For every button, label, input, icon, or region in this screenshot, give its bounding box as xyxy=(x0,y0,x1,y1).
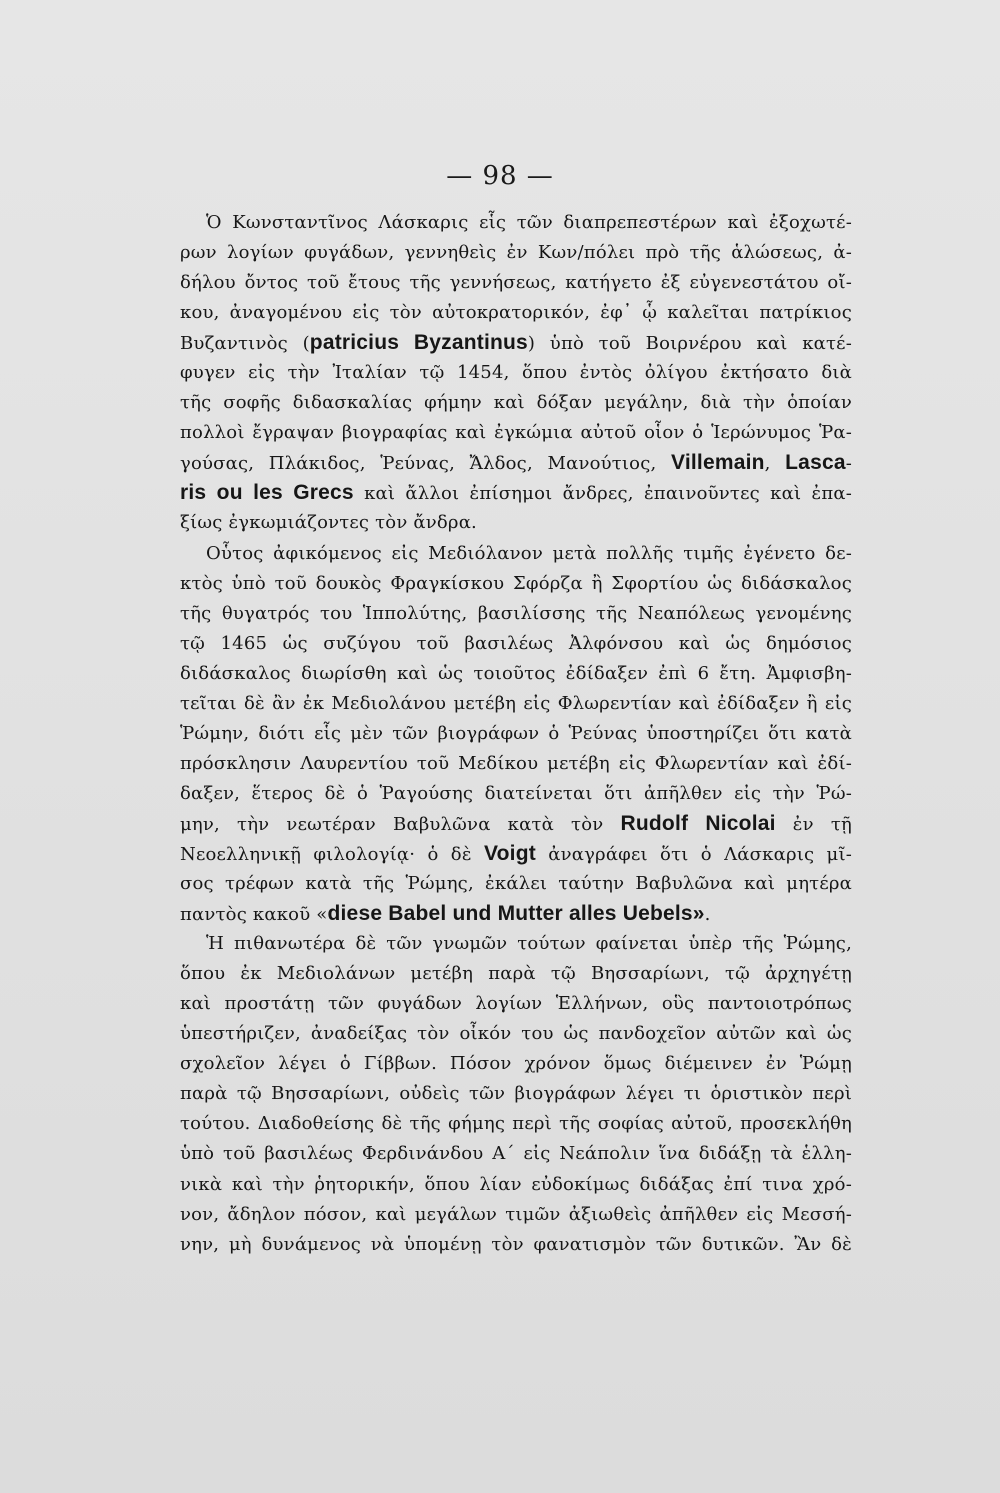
text-line: τῆς θυγατρός του Ἱππολύτης, βασιλίσσης τῆς Νεαπόλεως γενομένης xyxy=(180,602,852,624)
text-line: νην, μὴ δυνάμενος νὰ ὑπομένῃ τὸν φανατισμὸν τῶν δυτικῶν. Ἂν δὲ xyxy=(180,1233,852,1255)
text-line: ὑπὸ τοῦ βασιλέως Φερδινάνδου Α´ εἰς Νεάπολιν ἵνα διδάξῃ τὰ ἑλλη- xyxy=(180,1143,852,1165)
text-line: ὅπου ἐκ Μεδιολάνων μετέβη παρὰ τῷ Βησσαρίωνι, τῷ ἀρχηγέτῃ xyxy=(180,963,852,985)
text-line: Οὗτος ἀφικόμενος εἰς Μεδιόλανον μετὰ πολλῆς τιμῆς ἐγένετο δε- xyxy=(206,542,852,564)
latin-text: Rudolf Nicolai xyxy=(620,811,776,835)
text-line: Ἡ πιθανωτέρα δὲ τῶν γνωμῶν τούτων φαίνεται ὑπὲρ τῆς Ῥώμης, xyxy=(206,933,852,955)
text-line: πολλοὶ ἔγραψαν βιογραφίας καὶ ἐγκώμια αὐτοῦ οἷον ὁ Ἱερώνυμος Ῥα- xyxy=(180,422,852,444)
text-line: πρόσκλησιν Λαυρεντίου τοῦ Μεδίκου μετέβη εἰς Φλωρεντίαν καὶ ἐδί- xyxy=(180,752,852,774)
text-line: κτὸς ὑπὸ τοῦ δουκὸς Φραγκίσκου Σφόρζα ἢ Σφορτίου ὡς διδάσκαλος xyxy=(180,572,852,594)
text-line: διδάσκαλος διωρίσθη καὶ ὡς τοιοῦτος ἐδίδαξεν ἐπὶ 6 ἔτη. Ἀμφισβη- xyxy=(180,662,852,684)
text-line: τούτου. Διαδοθείσης δὲ τῆς φήμης περὶ τῆς σοφίας αὐτοῦ, προσεκλήθη xyxy=(180,1113,852,1135)
text-line: νον, ἄδηλον πόσον, καὶ μεγάλων τιμῶν ἀξιωθεὶς ἀπῆλθεν εἰς Μεσσή- xyxy=(180,1203,852,1225)
text-line: καὶ προστάτῃ τῶν φυγάδων λογίων Ἑλλήνων, οὓς παντοιοτρόπως xyxy=(180,993,852,1015)
text-line: τῷ 1465 ὡς συζύγου τοῦ βασιλέως Ἀλφόνσου καὶ ὡς δημόσιος xyxy=(180,632,852,654)
text-line: γούσας, Πλάκιδος, Ῥεύνας, Ἄλδος, Μανούτιος, Villemain, Lasca- xyxy=(180,451,852,475)
text-line: σχολεῖον λέγει ὁ Γίββων. Πόσον χρόνον ὅμως διέμεινεν ἐν Ῥώμῃ xyxy=(180,1053,852,1075)
text-line: σος τρέφων κατὰ τῆς Ῥώμης, ἐκάλει ταύτην Βαβυλῶνα καὶ μητέρα xyxy=(180,873,852,895)
text-line: ξίως ἐγκωμιάζοντες τὸν ἄνδρα. xyxy=(180,512,477,534)
text-line: τεῖται δὲ ἂν ἐκ Μεδιολάνου μετέβη εἰς Φλωρεντίαν καὶ ἐδίδαξεν ἢ εἰς xyxy=(180,692,852,714)
latin-text: Villemain xyxy=(671,451,765,475)
latin-text: patricius Byzantinus xyxy=(309,331,528,355)
latin-text: ris ou les Grecs xyxy=(180,481,354,505)
text-line: ris ou les Grecs καὶ ἄλλοι ἐπίσημοι ἄνδρες, ἐπαινοῦντες καὶ ἐπα- xyxy=(180,481,852,505)
text-line: Ὁ Κωνσταντῖνος Λάσκαρις εἷς τῶν διαπρεπεστέρων καὶ ἐξοχωτέ- xyxy=(206,212,852,233)
latin-text: Lasca xyxy=(785,451,846,475)
text-line: Νεοελληνικῇ φιλολογίᾳ· ὁ δὲ Voigt ἀναγράφει ὅτι ὁ Λάσκαρις μῖ- xyxy=(180,841,852,865)
text-line: κου, ἀναγομένου εἰς τὸν αὐτοκρατορικόν, ἐφ᾽ ᾧ καλεῖται πατρίκιος xyxy=(180,302,852,324)
text-line: Ῥώμην, διότι εἷς μὲν τῶν βιογράφων ὁ Ῥεύνας ὑποστηρίζει ὅτι κατὰ xyxy=(180,722,852,744)
page-number: — 98 — xyxy=(446,161,554,191)
body-text xyxy=(180,208,852,1260)
text-line: νικὰ καὶ τὴν ῥητορικήν, ὅπου λίαν εὐδοκίμως διδάξας ἐπί τινα χρό- xyxy=(180,1173,852,1195)
text-line: παντὸς κακοῦ «diese Babel und Mutter alles Uebels». xyxy=(180,902,711,926)
text-line: φυγεν εἰς τὴν Ἰταλίαν τῷ 1454, ὅπου ἐντὸς ὀλίγου ἐκτήσατο διὰ xyxy=(180,362,852,384)
text-line: παρὰ τῷ Βησσαρίωνι, οὐδεὶς τῶν βιογράφων λέγει τι ὁριστικὸν περὶ xyxy=(180,1083,852,1105)
text-line: μην, τὴν νεωτέραν Βαβυλῶνα κατὰ τὸν Rudolf Nicolai ἐν τῇ xyxy=(180,811,852,835)
text-line: τῆς σοφῆς διδασκαλίας φήμην καὶ δόξαν μεγάλην, διὰ τὴν ὁποίαν xyxy=(180,392,852,414)
text-line: δαξεν, ἕτερος δὲ ὁ Ῥαγούσης διατείνεται ὅτι ἀπῆλθεν εἰς τὴν Ῥώ- xyxy=(180,782,852,804)
text-line: ρων λογίων φυγάδων, γεννηθεὶς ἐν Κων/πόλει πρὸ τῆς ἁλώσεως, ἀ- xyxy=(180,242,852,264)
text-line: ὑπεστήριζεν, ἀναδείξας τὸν οἶκόν του ὡς πανδοχεῖον αὐτῶν καὶ ὡς xyxy=(180,1023,852,1045)
text-line: δήλου ὄντος τοῦ ἔτους τῆς γεννήσεως, κατήγετο ἐξ εὐγενεστάτου οἴ- xyxy=(180,272,852,294)
text-line: Βυζαντινὸς (patricius Byzantinus) ὑπὸ τοῦ Βοιρνέρου καὶ κατέ- xyxy=(180,331,852,355)
latin-text: Voigt xyxy=(484,841,536,865)
latin-text: diese Babel und Mutter alles Uebels» xyxy=(327,902,705,926)
